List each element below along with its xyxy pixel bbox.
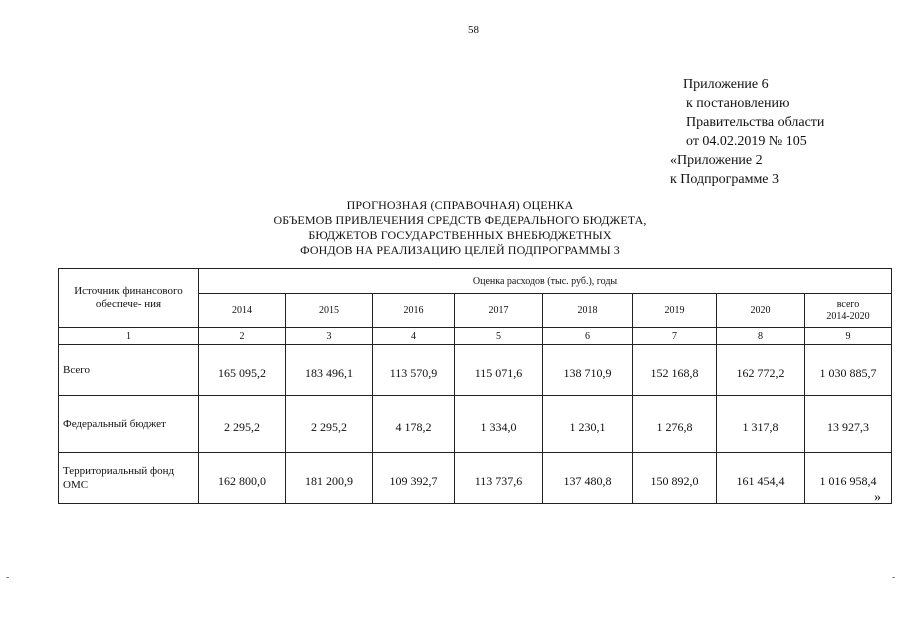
row-label: Федеральный бюджет (59, 396, 199, 453)
page-number: 58 (468, 24, 479, 36)
row-label: Всего (59, 345, 199, 396)
column-number: 1 (59, 328, 199, 345)
table-cell: 162 772,2 (717, 345, 805, 396)
year-header: 2014 (199, 294, 286, 328)
table-row (59, 453, 892, 504)
appendix-line-6: к Подпрограмме 3 (670, 172, 780, 187)
column-number: 7 (633, 328, 717, 345)
expense-estimate-header: Оценка расходов (тыс. руб.), годы (199, 269, 892, 294)
year-header: 2020 (717, 294, 805, 328)
table-cell: 152 168,8 (633, 345, 717, 396)
column-number: 5 (455, 328, 543, 345)
table-row (59, 396, 892, 453)
table-cell: 150 892,0 (633, 453, 717, 504)
title-line-3: БЮДЖЕТОВ ГОСУДАРСТВЕННЫХ ВНЕБЮДЖЕТНЫХ (308, 228, 612, 242)
total-header-line-1: всего (836, 298, 860, 310)
table-cell: 113 737,6 (455, 453, 543, 504)
title-line-2: ОБЪЕМОВ ПРИВЛЕЧЕНИЯ СРЕДСТВ ФЕДЕРАЛЬНОГО БЮДЖЕТА, (273, 213, 647, 227)
table-row (59, 345, 892, 396)
column-number: 2 (199, 328, 286, 345)
appendix-line-1: Приложение 6 (683, 77, 769, 92)
appendix-line-5: «Приложение 2 (670, 153, 763, 168)
appendix-line-4: от 04.02.2019 № 105 (686, 134, 807, 149)
column-number: 3 (286, 328, 373, 345)
table-cell: 1 334,0 (455, 396, 543, 453)
right-edge-mark: - (892, 572, 896, 583)
column-number: 6 (543, 328, 633, 345)
closing-quote: » (874, 490, 881, 505)
year-header: 2019 (633, 294, 717, 328)
table-cell: 1 276,8 (633, 396, 717, 453)
column-number: 4 (373, 328, 455, 345)
title-line-4: ФОНДОВ НА РЕАЛИЗАЦИЮ ЦЕЛЕЙ ПОДПРОГРАММЫ 3 (300, 243, 620, 257)
table-cell: 1 230,1 (543, 396, 633, 453)
table-cell: 113 570,9 (373, 345, 455, 396)
appendix-line-3: Правительства области (686, 115, 825, 130)
table-cell: 161 454,4 (717, 453, 805, 504)
row-label: Территориальный фонд ОМС (59, 453, 199, 504)
total-header (805, 294, 892, 328)
table-cell: 2 295,2 (199, 396, 286, 453)
year-header: 2017 (455, 294, 543, 328)
source-column-header: Источник финансового обеспече- ния (59, 269, 199, 328)
table-cell: 1 016 958,4 (805, 453, 892, 504)
year-header: 2016 (373, 294, 455, 328)
table-cell: 137 480,8 (543, 453, 633, 504)
table-cell: 1 317,8 (717, 396, 805, 453)
title-line-1: ПРОГНОЗНАЯ (СПРАВОЧНАЯ) ОЦЕНКА (346, 198, 574, 212)
year-header: 2018 (543, 294, 633, 328)
table-cell: 1 030 885,7 (805, 345, 892, 396)
table-cell: 162 800,0 (199, 453, 286, 504)
table-cell: 109 392,7 (373, 453, 455, 504)
column-number: 8 (717, 328, 805, 345)
table-cell: 165 095,2 (199, 345, 286, 396)
table-cell: 4 178,2 (373, 396, 455, 453)
column-number: 9 (805, 328, 892, 345)
funding-table (58, 268, 892, 504)
table-cell: 2 295,2 (286, 396, 373, 453)
table-cell: 183 496,1 (286, 345, 373, 396)
table-cell: 181 200,9 (286, 453, 373, 504)
table-cell: 115 071,6 (455, 345, 543, 396)
left-edge-mark: - (6, 572, 10, 583)
table-cell: 138 710,9 (543, 345, 633, 396)
appendix-line-2: к постановлению (686, 96, 790, 111)
total-header-line-2: 2014-2020 (826, 310, 870, 322)
table-cell: 13 927,3 (805, 396, 892, 453)
year-header: 2015 (286, 294, 373, 328)
document-title (240, 198, 680, 258)
